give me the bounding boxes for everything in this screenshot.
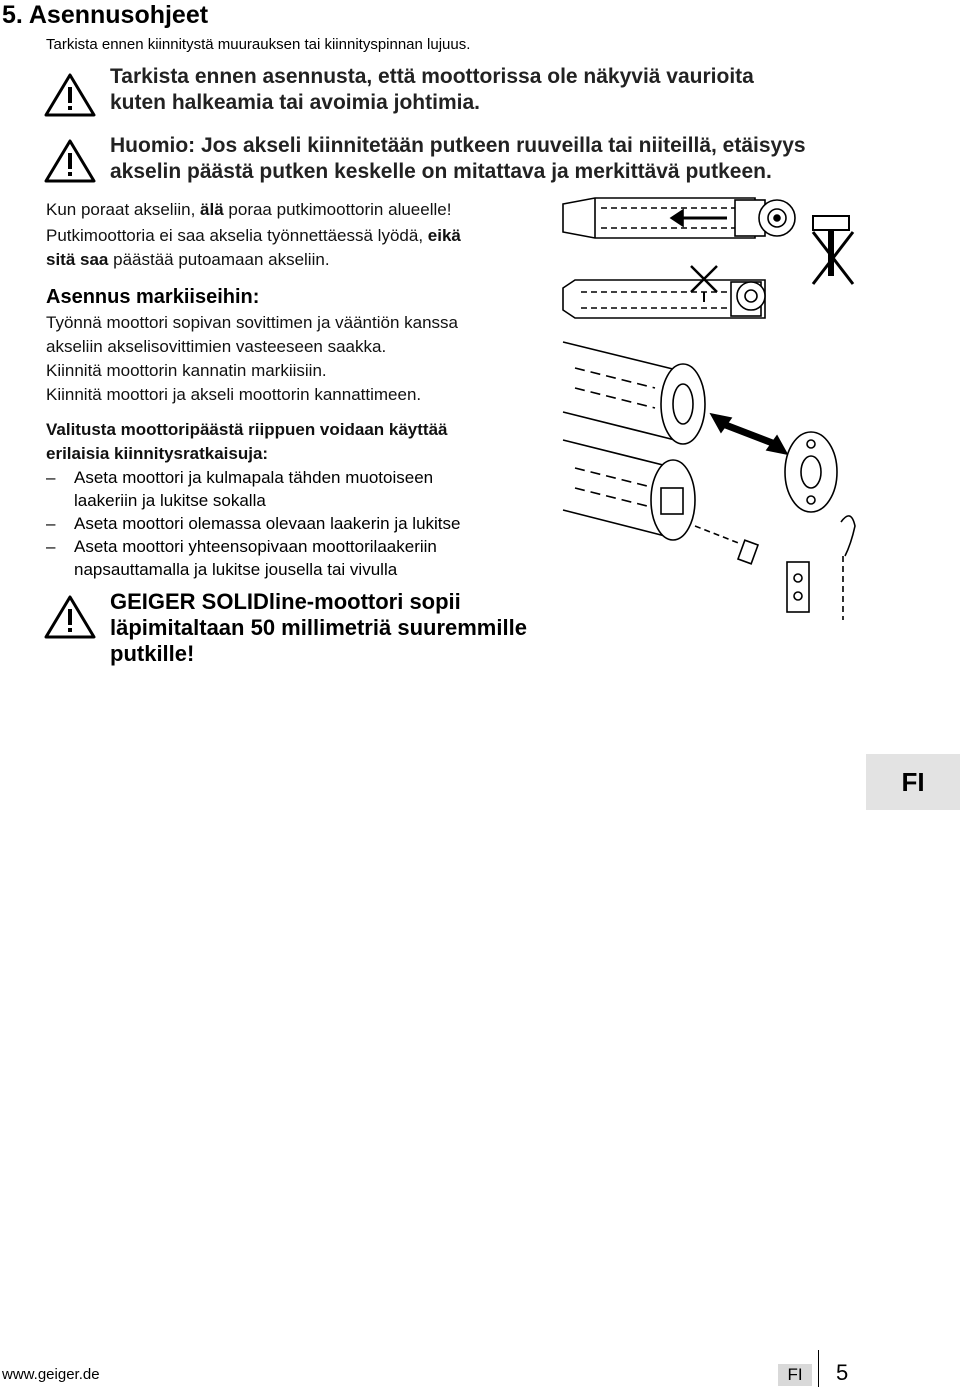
shaft-drilling-diagram <box>563 266 765 318</box>
awning-steps: Työnnä moottori sopivan sovittimen ja vääntiön kanssa akseliin akselisovittimien vasteeseen saakka. Kiinnitä moottorin kannatin markiisiin. Kiinnitä moottori ja akseli moottorin kannattimeen. <box>46 313 459 404</box>
warning-triangle-icon <box>44 594 96 640</box>
warning-shaft-marking: Huomio: Jos akseli kiinnitetään putkeen ruuveilla tai niiteillä, etäisyys akselin päästä putken keskelle on mitattava ja merkittävä putkeen. <box>110 134 806 183</box>
warning-motor-damage: Tarkista ennen asennusta, että moottorissa ole näkyviä vaurioita kuten halkeamia tai avoimia johtimia. <box>110 65 754 114</box>
language-tab: FI <box>866 754 960 810</box>
list-item: – Aseta moottori olemassa olevaan laakerin ja lukitse <box>46 514 461 533</box>
hammer-note: Putkimoottoria ei saa akselia työnnettäessä lyödä, eikä sitä saa päästää putoamaan akseliin. <box>46 226 461 269</box>
awning-heading: Asennus markiiseihin: <box>46 286 260 308</box>
motor-insertion-diagram <box>563 342 837 512</box>
warning-triangle-icon <box>44 138 96 184</box>
warning-triangle-icon <box>44 72 96 118</box>
fixing-heading: Valitusta moottoripäästä riippuen voidaan käyttää erilaisia kiinnitysratkaisuja: <box>46 420 448 463</box>
footer-url[interactable]: www.geiger.de <box>2 1366 100 1383</box>
shaft-with-motor-diagram <box>563 198 795 238</box>
section-title: 5. Asennusohjeet <box>2 1 209 29</box>
footer-divider <box>818 1350 819 1387</box>
list-item: – Aseta moottori yhteensopivaan moottorilaakeriin napsauttamalla ja lukitse jousella tai vivulla <box>46 537 437 579</box>
tube-diameter-warning: GEIGER SOLIDline-moottori sopii läpimitaltaan 50 millimetriä suuremmille putkille! <box>110 589 527 666</box>
footer-language-badge: FI <box>778 1364 812 1386</box>
hammer-crossed-icon <box>813 216 853 284</box>
installation-illustration <box>555 192 955 622</box>
intro-text: Tarkista ennen kiinnitystä muurauksen tai kiinnityspinnan lujuus. <box>46 36 471 53</box>
page-number: 5 <box>836 1360 849 1385</box>
drill-note: Kun poraat akseliin, älä poraa putkimoottorin alueelle! <box>46 200 452 219</box>
list-item: – Aseta moottori ja kulmapala tähden muotoiseen laakeriin ja lukitse sokalla <box>46 468 434 510</box>
